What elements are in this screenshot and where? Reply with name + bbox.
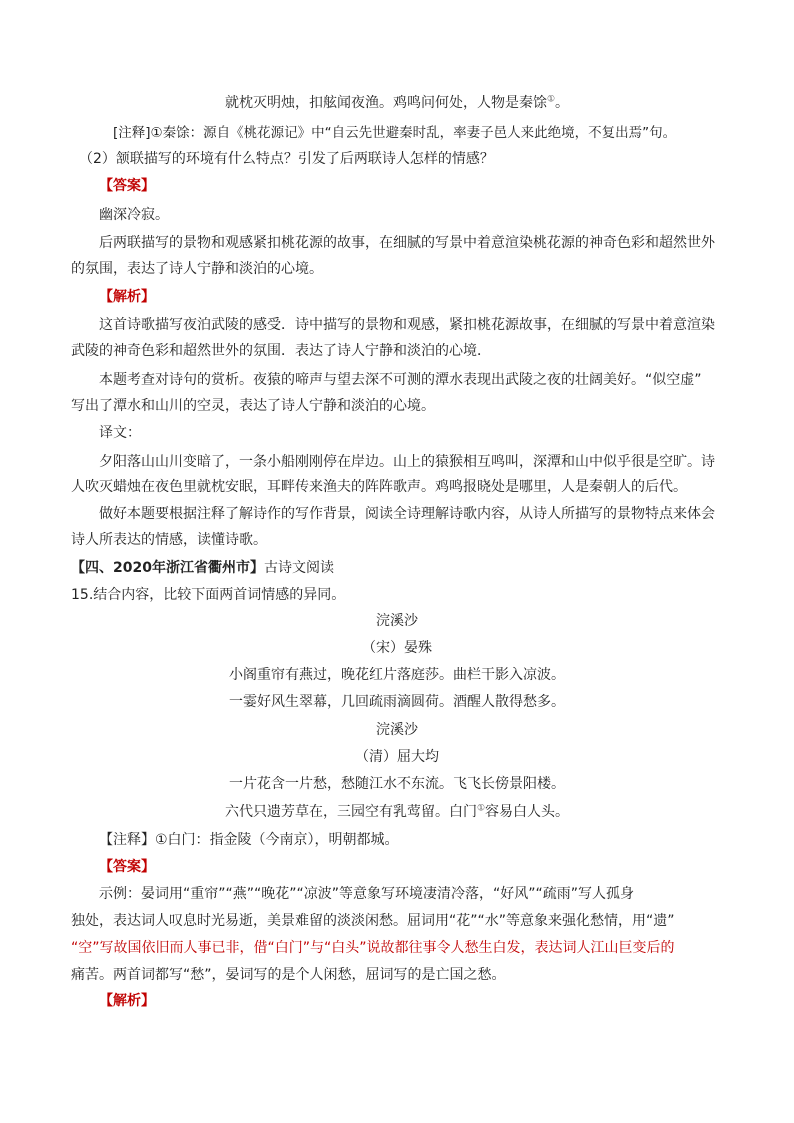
answer-tag: 【答案】 <box>99 859 155 875</box>
analysis2-p1-line: 这首诗歌描写夜泊武陵的感受．诗中描写的景物和观感，紧扣桃花源故事，在细腻的写景中着意渲染 <box>99 317 715 333</box>
analysis2-p4-line: 诗人所表达的情感，读懂诗歌。 <box>71 532 267 548</box>
poem1-last-line: 就枕灭明烛，扣舷闻夜渔。鸡鸣问何处，人物是秦馀①。 <box>224 94 570 111</box>
answer-tag: 【答案】 <box>99 178 155 194</box>
section-heading: 【四、2020年浙江省衢州市】古诗文阅读 <box>71 560 334 576</box>
poem-b-author: （清）屈大均 <box>355 749 439 765</box>
poem-a-line: 小阁重帘有燕过，晚花红片落庭莎。曲栏干影入凉波。 <box>229 667 565 683</box>
answer2-para-line: 的氛围，表达了诗人宁静和淡泊的心境。 <box>71 261 323 277</box>
answer15-line: 痛苦。两首词都写“愁”，晏词写的是个人闲愁，屈词写的是亡国之愁。 <box>71 967 506 983</box>
answer15-line: 独处，表达词人叹息时光易逝，美景难留的淡淡闲愁。屈词用“花”“水”等意象来强化愁情，用“遗” <box>71 913 675 929</box>
poem-a-author: （宋）晏殊 <box>362 640 432 656</box>
question-15: 15.结合内容，比较下面两首词情感的异同。 <box>71 587 346 603</box>
analysis2-p1-line: 武陵的神奇色彩和超然世外的氛围．表达了诗人宁静和淡泊的心境． <box>71 343 491 359</box>
translation-label: 译文： <box>99 425 141 441</box>
answer15-line: “空”写故国依旧而人事已非，借“白门”与“白头”说故都往事令人愁生白发，表达词人江山巨变后的 <box>71 940 675 956</box>
poem-a-line: 一霎好风生翠幕，几回疏雨滴圆荷。酒醒人散得愁多。 <box>229 694 565 710</box>
analysis-tag: 【解析】 <box>99 993 155 1009</box>
analysis2-p2-line: 写出了潭水和山川的空灵，表达了诗人宁静和淡泊的心境。 <box>71 398 435 414</box>
answer2-line1: 幽深冷寂。 <box>99 207 169 223</box>
poem-b-line: 六代只遗芳草在，三园空有乳莺留。白门①容易白人头。 <box>224 803 570 820</box>
analysis2-p2-line: 本题考查对诗句的赏析。夜猿的啼声与望去深不可测的潭水表现出武陵之夜的壮阔美好。“似空虚” <box>99 372 702 388</box>
poem1-note: [注释]①秦馀：源自《桃花源记》中“自云先世避秦时乱，率妻子邑人来此绝境，不复出焉”句。 <box>113 125 677 141</box>
answer2-para-line: 后两联描写的景物和观感紧扣桃花源的故事，在细腻的写景中着意渲染桃花源的神奇色彩和超然世外 <box>99 235 715 251</box>
poem-b-title: 浣溪沙 <box>376 722 418 738</box>
footnote-marker: ① <box>546 94 556 105</box>
analysis2-p4-line: 做好本题要根据注释了解诗作的写作背景，阅读全诗理解诗歌内容，从诗人所描写的景物特点来体会 <box>99 506 715 522</box>
question-2: （2）颔联描写的环境有什么特点？引发了后两联诗人怎样的情感？ <box>79 151 494 167</box>
footnote-marker: ① <box>476 803 486 814</box>
analysis-tag: 【解析】 <box>99 289 155 305</box>
poem-a-title: 浣溪沙 <box>376 613 418 629</box>
answer15-line: 示例：晏词用“重帘”“燕”“晚花”“凉波”等意象写环境凄清冷落，“好风”“疏雨”写人孤身 <box>99 886 635 902</box>
poem-b-note: 【注释】①白门：指金陵（今南京），明朝都城。 <box>99 832 399 848</box>
translation-line: 夕阳落山山川变暗了，一条小船刚刚停在岸边。山上的猿猴相互鸣叫，深潭和山中似乎很是空旷。诗 <box>99 454 715 470</box>
translation-line: 人吹灭蜡烛在夜色里就枕安眠，耳畔传来渔夫的阵阵歌声。鸡鸣报晓处是哪里，人是秦朝人的后代。 <box>71 479 687 495</box>
poem-b-line: 一片花含一片愁，愁随江水不东流。飞飞长傍景阳楼。 <box>229 776 565 792</box>
